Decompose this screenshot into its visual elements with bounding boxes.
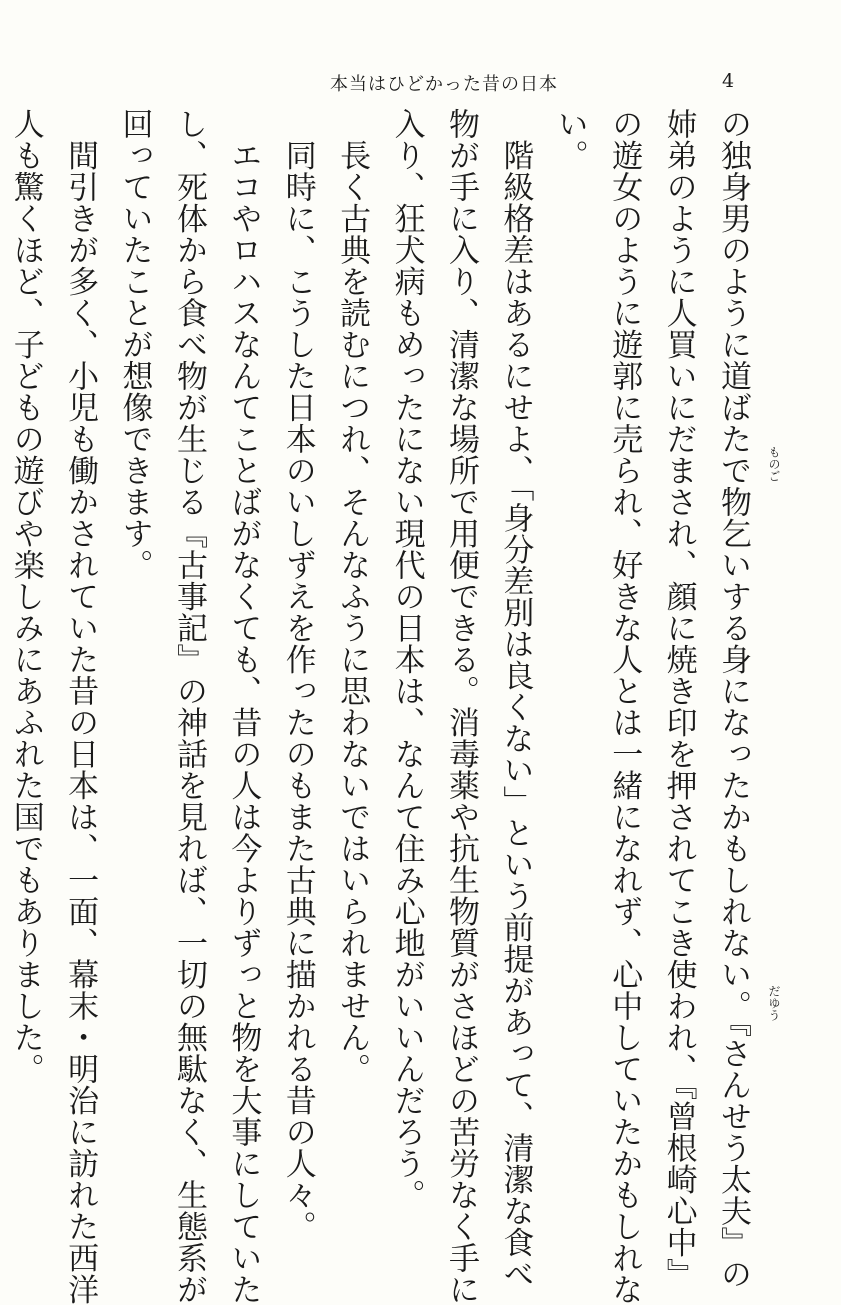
text-line: 人も驚くほど、子どもの遊びや楽しみにあふれた国でもありました。 xyxy=(7,108,44,1085)
text-line: 同時に、こうした日本のいしずえを作ったのもまた古典に描かれる昔の人々。 xyxy=(279,108,316,1242)
text-line: し、死体から食べ物が生じる『古事記』の神話を見れば、一切の無駄なく、生態系が xyxy=(170,108,207,1305)
text-line: エコやロハスなんてことばがなくても、昔の人は今よりずっと物を大事にしていた xyxy=(225,108,262,1305)
page-number: 4 xyxy=(722,70,735,92)
text-line: い。 xyxy=(551,108,588,171)
vertical-text-body xyxy=(7,108,760,1305)
text-line: 回っていたことが想像できます。 xyxy=(116,108,153,581)
text-line: の遊女のように遊郭に売られ、好きな人とは一緒になれず、心中していたかもしれな xyxy=(606,108,643,1305)
text-line: の独身男のように道ばたで物乞いする身になったかもしれない。『さんせう太夫』の xyxy=(715,108,751,1290)
text-line: 間引きが多く、小児も働かされていた昔の日本は、一面、幕末・明治に訪れた西洋 xyxy=(62,108,99,1305)
text-line: 入り、狂犬病もめったにない現代の日本は、なんて住み心地がいいんだろう。 xyxy=(388,108,425,1211)
book-title: 本当はひどかった昔の日本 xyxy=(330,74,558,95)
text-line: 姉弟のように人買いにだまされ、顔に焼き印を押されてこき使われ、『曾根崎心中』 xyxy=(660,108,697,1290)
ruby-reading-dayuu: だゆう xyxy=(767,985,781,1021)
ruby-reading-monogoi: ものご xyxy=(767,446,781,482)
running-header xyxy=(0,70,841,100)
text-line: 階級格差はあるにせよ、「身分差別は良くない」という前提があって、清潔な食べ xyxy=(497,108,534,1290)
text-line: 長く古典を読むにつれ、そんなふうに思わないではいられません。 xyxy=(334,108,371,1085)
text-line: 物が手に入り、清潔な場所で用便できる。消毒薬や抗生物質がさほどの苦労なく手に xyxy=(442,108,479,1305)
